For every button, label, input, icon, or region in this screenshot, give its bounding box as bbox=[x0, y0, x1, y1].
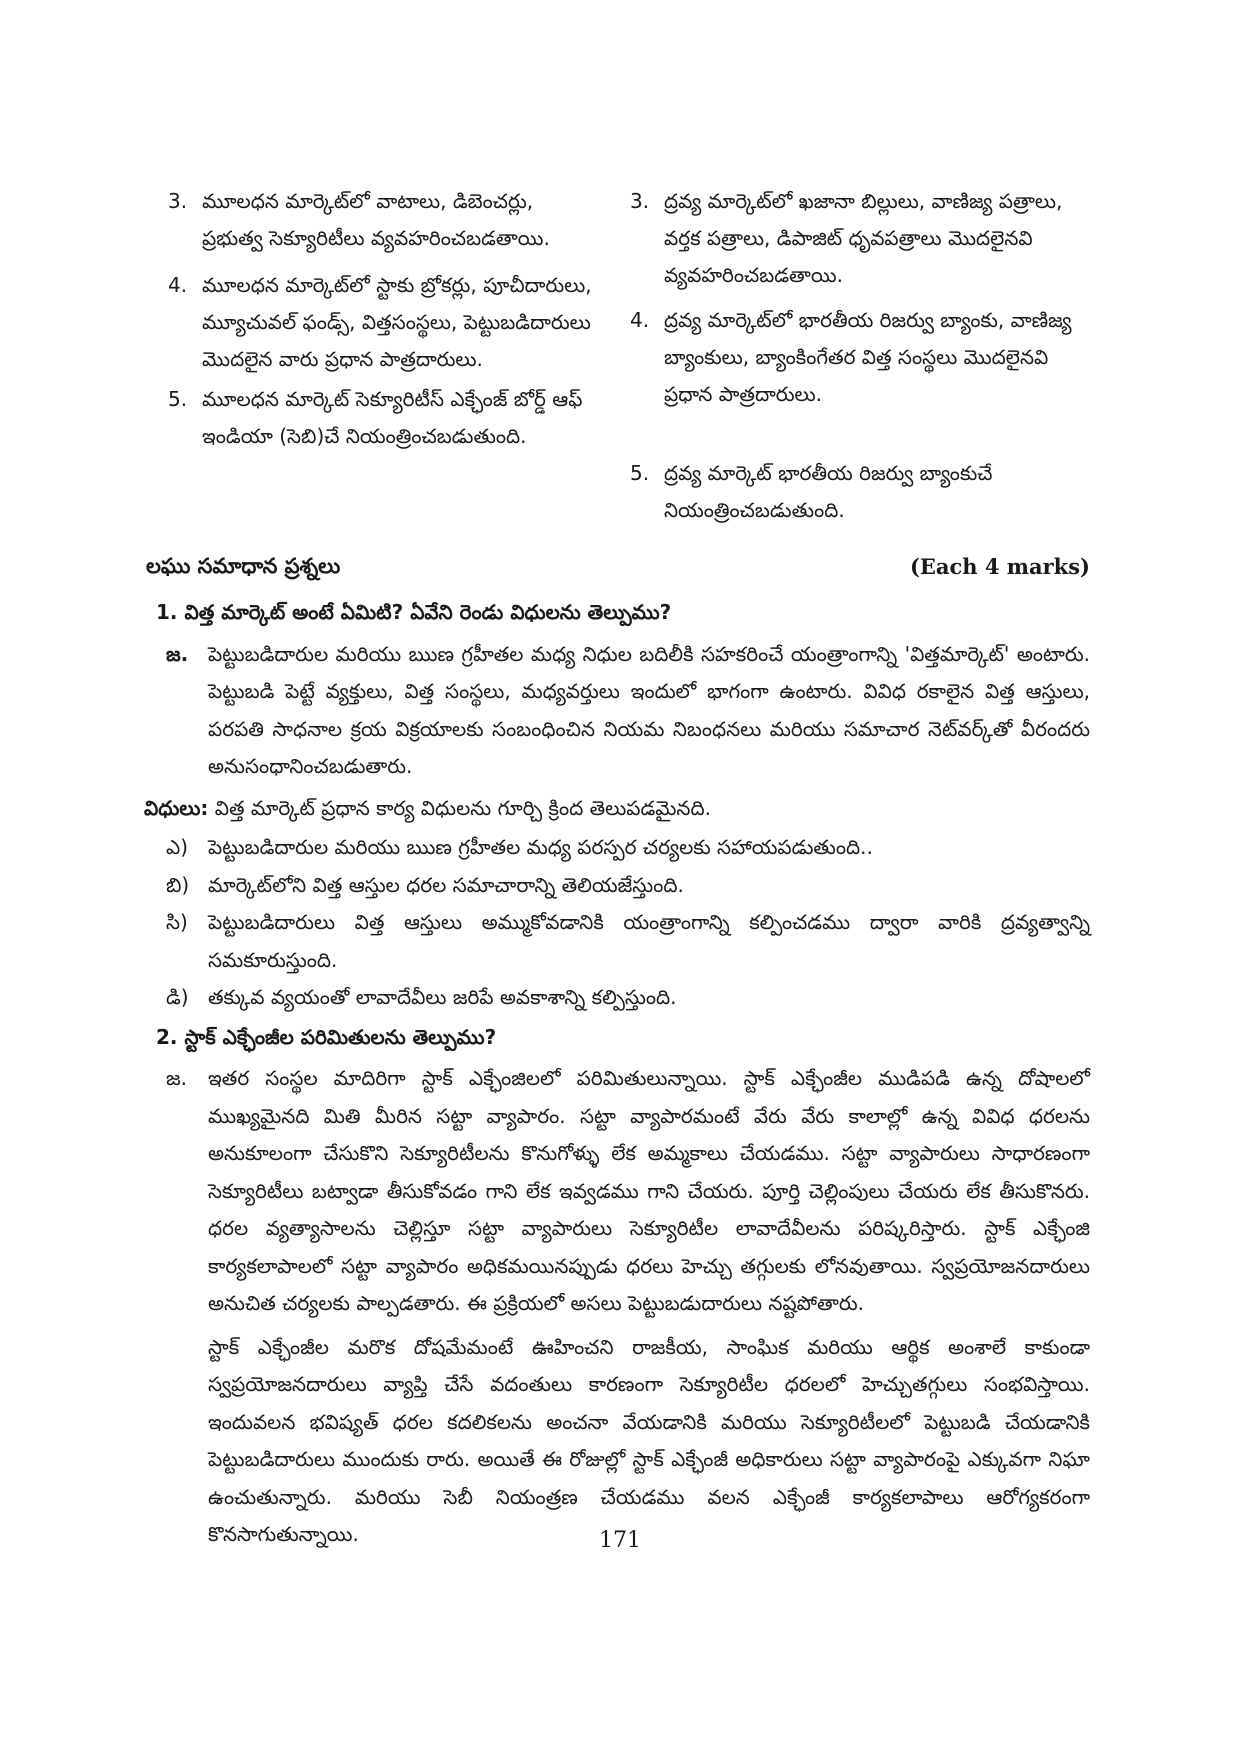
answer-text: ఇతర సంస్థల మాదిరిగా స్టాక్ ఎక్ఛేంజిలలో పరిమితులున్నాయి. స్టాక్ ఎక్ఛేంజీల ముడిపడి ఉన్న దోషాలలో ముఖ్యమైనది మితి మీరిన సట్టా వ్యాపారం. సట్టా వ్యాపారమంటే వేరు వేరు కాలాల్లో ఉన్న వివిధ ధరలను అనుకూలంగా చేసుకొని సెక్యూరిటీలను కొనుగోళ్ళు లేక అమ్మకాలు చేయడము. సట్టా వ్యాపారులు సాధారణంగా సెక్యూరిటీలు బట్వాడా తీసుకోవడం గాని లేక ఇవ్వడము గాని చేయరు. పూర్తి చెల్లింపులు చేయరు లేక తీసుకొనరు. ధరల వ్యత్యాసాలను చెల్లిస్తూ సట్టా వ్యాపారులు సెక్యూరిటీల లావాదేవీలను పరిష్కరిస్తారు. స్టాక్ ఎక్ఛేంజి కార్యకలాపాలలో సట్టా వ్యాపారం అధికమయినప్పుడు ధరలు హెచ్చు తగ్గులకు లోనవుతాయి. స్వప్రయోజనదారులు అనుచిత చర్యలకు పాల్పడతారు. ఈ ప్రక్రియలో అసలు పెట్టుబడుదారులు నష్టపోతారు. bbox=[208, 1066, 1090, 1315]
function-item bbox=[166, 829, 1090, 867]
function-text: పెట్టుబడిదారుల మరియు ఋణ గ్రహీతల మధ్య పరస్పర చర్యలకు సహాయపడుతుంది.. bbox=[208, 835, 873, 859]
row-number: 5. bbox=[168, 387, 188, 411]
function-text: పెట్టుబడిదారులు విత్త ఆస్తులు అమ్ముకోవడానికి యంత్రాంగాన్ని కల్పించడము ద్వారా వారికి ద్రవ్యత్వాన్ని సమకూరుస్తుంది. bbox=[208, 910, 1090, 972]
function-item bbox=[166, 979, 1090, 1017]
function-label: బి) bbox=[166, 872, 190, 897]
row-number: 3. bbox=[168, 189, 188, 213]
function-label: ఎ) bbox=[166, 835, 189, 859]
row-number: 4. bbox=[630, 308, 650, 332]
function-text: మార్కెట్‌లోని విత్త ఆస్తుల ధరల సమాచారాన్ని తెలియజేస్తుంది. bbox=[208, 872, 684, 897]
section-heading bbox=[146, 554, 1090, 584]
row-text: ద్రవ్య మార్కెట్ భారతీయ రిజర్వు బ్యాంకుచే నియంత్రించబడుతుంది. bbox=[664, 461, 993, 522]
row-text: మూలధన మార్కెట్‌లో స్టాకు బ్రోకర్లు, పూచీదారులు, మ్యూచువల్ ఫండ్స్, విత్తసంస్థలు, పెట్టుబడిదారులు మొదలైన వారు ప్రధాన పాత్రదారులు. bbox=[202, 273, 592, 371]
function-label: సి) bbox=[166, 910, 188, 934]
comparison-row bbox=[168, 267, 598, 378]
money-market-column bbox=[630, 183, 1090, 532]
page-number: 171 bbox=[599, 1528, 641, 1553]
function-item bbox=[166, 904, 1090, 979]
row-number: 5. bbox=[630, 461, 650, 485]
section-title: లఘు సమాధాన ప్రశ్నలు bbox=[146, 554, 341, 578]
function-item bbox=[166, 867, 1090, 905]
comparison-table bbox=[168, 183, 1090, 532]
row-text: మూలధన మార్కెట్‌లో వాటాలు, డిబెంచర్లు, ప్రభుత్వ సెక్యూరిటీలు వ్యవహరించబడతాయి. bbox=[202, 189, 550, 250]
answer-2-continued: స్టాక్ ఎక్ఛేంజీల మరొక దోషమేమంటే ఊహించని రాజకీయ, సాంఘిక మరియు ఆర్థిక అంశాలే కాకుండా స్వప్రయోజనదారులు వ్యాప్తి చేసే వదంతులు కారణంగా సెక్యూరిటీల ధరలలో హెచ్చుతగ్గులు సంభవిస్తాయి. ఇందువలన భవిష్యత్ ధరల కదలికలను అంచనా వేయడానికి మరియు సెక్యూరిటీలలో పెట్టుబడి చేయడానికి పెట్టుబడిదారులు ముందుకు రారు. అయితే ఈ రోజుల్లో స్టాక్ ఎక్ఛేంజీ అధికారులు సట్టా వ్యాపారంపై ఎక్కువగా నిఘా ఉంచుతున్నారు. మరియు సెబీ నియంత్రణ చేయడము వలన ఎక్ఛేంజీ కార్యకలాపాలు ఆరోగ్యకరంగా కొనసాగుతున్నాయి. bbox=[208, 1334, 1090, 1546]
functions-intro-text: విత్త మార్కెట్ ప్రధాన కార్య విధులను గూర్చి క్రింద తెలుపడమైనది. bbox=[214, 795, 711, 820]
row-number: 4. bbox=[168, 273, 188, 297]
question-1: 1. విత్త మార్కెట్ అంటే ఏమిటి? ఏవేని రెండు విధులను తెల్పుము? bbox=[156, 600, 672, 624]
comparison-row bbox=[168, 183, 598, 257]
row-text: మూలధన మార్కెట్ సెక్యూరిటీస్ ఎక్ఛేంజ్ బోర్డ్ ఆఫ్ ఇండియా (సెబి)చే నియంత్రించబడుతుంది. bbox=[202, 387, 583, 448]
answer-1 bbox=[166, 636, 1090, 786]
comparison-row bbox=[630, 183, 1090, 294]
function-label: డి) bbox=[166, 985, 189, 1009]
comparison-row bbox=[168, 381, 598, 455]
comparison-row bbox=[630, 455, 1090, 529]
row-text: ద్రవ్య మార్కెట్‌లో భారతీయ రిజర్వు బ్యాంకు, వాణిజ్య బ్యాంకులు, బ్యాంకింగేతర విత్త సంస్థలు మొదలైనవి ప్రధాన పాత్రదారులు. bbox=[664, 308, 1072, 406]
answer-2 bbox=[166, 1060, 1090, 1323]
answer-label: జ. bbox=[166, 1066, 187, 1090]
row-text: ద్రవ్య మార్కెట్‌లో ఖజానా బిల్లులు, వాణిజ్య పత్రాలు, వర్తక పత్రాలు, డిపాజిట్ ధృవపత్రాలు మొదలైనవి వ్యవహరించబడతాయి. bbox=[664, 189, 1063, 287]
function-text: తక్కువ వ్యయంతో లావాదేవీలు జరిపే అవకాశాన్ని కల్పిస్తుంది. bbox=[208, 985, 677, 1009]
questions-body bbox=[146, 594, 1090, 1554]
capital-market-column bbox=[168, 183, 598, 532]
row-number: 3. bbox=[630, 189, 650, 213]
answer-text: పెట్టుబడిదారుల మరియు ఋణ గ్రహీతల మధ్య నిధుల బదిలీకి సహకరించే యంత్రాంగాన్ని 'విత్తమార్కెట్' అంటారు. పెట్టుబడి పెట్టే వ్యక్తులు, విత్త సంస్థలు, మధ్యవర్తులు ఇందులో భాగంగా ఉంటారు. వివిధ రకాలైన విత్త ఆస్తులు, పరపతి సాధనాల క్రయ విక్రయాలకు సంబంధించిన నియమ నిబంధనలు మరియు సమాచార నెట్‌వర్క్‌తో వీరందరు అనుసంధానించబడుతారు. bbox=[208, 641, 1090, 778]
question-2: 2. స్టాక్ ఎక్ఛేంజీల పరిమితులను తెల్పుము? bbox=[156, 1024, 497, 1049]
marks-label: (Each 4 marks) bbox=[909, 554, 1090, 579]
functions-intro bbox=[144, 790, 1090, 828]
functions-label: విధులు: bbox=[144, 795, 209, 820]
answer-label: జ. bbox=[166, 641, 189, 666]
comparison-row bbox=[630, 302, 1090, 413]
